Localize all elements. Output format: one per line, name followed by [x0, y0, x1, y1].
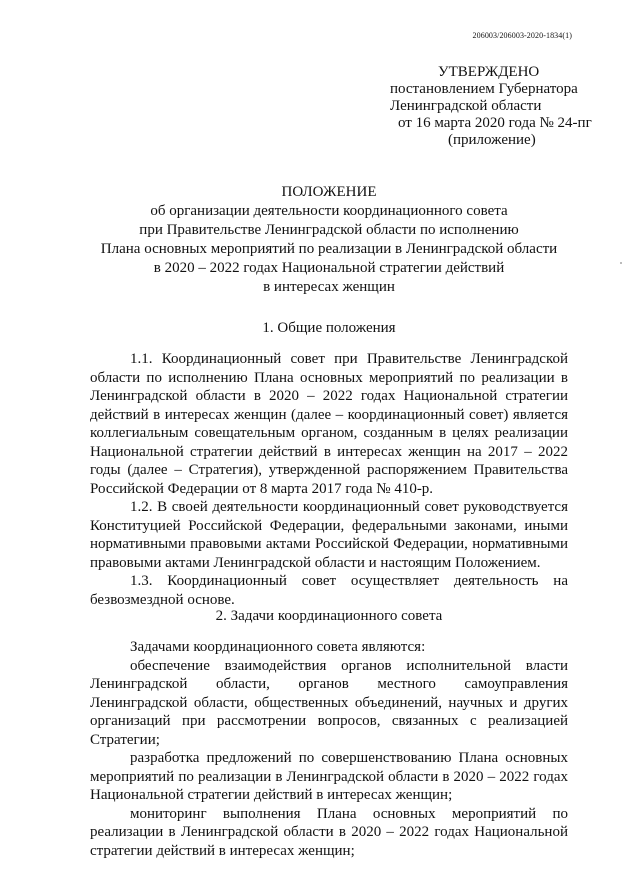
approval-stamp-block	[390, 64, 592, 149]
document-heading: ПОЛОЖЕНИЕ	[281, 184, 377, 200]
section-1-heading: 1. Общие положения	[262, 320, 396, 336]
scan-speck	[620, 262, 622, 264]
document-title-line: при Правительстве Ленинградской области по исполнению	[139, 222, 519, 238]
document-title-line: в 2020 – 2022 годах Национальной стратегии действий	[153, 260, 505, 276]
task-item: мониторинг выполнения Плана основных мероприятий по реализации в Ленинградской области в 2020 – 2022 годах Национальной стратегии действий в интересах женщин;	[90, 805, 568, 859]
paragraph-1-2: 1.2. В своей деятельности координационный совет руководствуется Конституцией Российской Федерации, федеральными законами, иными нормативными правовыми актами Российской Федерации, нормативными правовыми актами Ленинградской области и настоящим Положением.	[90, 499, 568, 571]
document-registration-number: 206003/206003-2020-1834(1)	[472, 31, 572, 40]
approval-line-date: от 16 марта 2020 года № 24-пг	[398, 115, 592, 131]
approval-line-region: Ленинградской области	[390, 98, 542, 114]
task-item: обеспечение взаимодействия органов исполнительной власти Ленинградской области, органов местного самоуправления Ленинградской области, общественных объединений, научных и других организаций при рассмотрении вопросов, связанных с реализацией Стратегии;	[90, 657, 568, 748]
document-title-line: Плана основных мероприятий по реализации в Ленинградской области	[100, 241, 558, 257]
section-2-body	[90, 638, 568, 860]
approval-line-note: (приложение)	[448, 132, 536, 148]
section-2-intro: Задачами координационного совета являются:	[130, 639, 426, 655]
paragraph-1-3: 1.3. Координационный совет осуществляет деятельность на безвозмездной основе.	[90, 573, 568, 608]
approval-line-decree: постановлением Губернатора	[390, 81, 578, 97]
section-1-body	[90, 350, 568, 609]
document-title-line: в интересах женщин	[263, 279, 395, 295]
section-2-heading: 2. Задачи координационного совета	[215, 608, 443, 624]
document-title-line: об организации деятельности координационного совета	[150, 203, 508, 219]
document-title-block	[72, 183, 586, 297]
task-item: разработка предложений по совершенствованию Плана основных мероприятий по реализации в Ленинградской области в 2020 – 2022 годах Национальной стратегии действий в интересах женщин;	[90, 750, 568, 803]
approval-title: УТВЕРЖДЕНО	[438, 64, 540, 80]
paragraph-1-1: 1.1. Координационный совет при Правительстве Ленинградской области по исполнению Плана основных мероприятий по реализации в Ленинградской области в 2020 – 2022 годах Национальной стратегии действий в интересах женщин (далее – координационный совет) является коллегиальным совещательным органом, созданным в целях реализации Национальной стратегии действий в интересах женщин на 2017 – 2022 годы (далее – Стратегия), утвержденной распоряжением Правительства Российской Федерации от 8 марта 2017 года № 410-р.	[90, 351, 568, 497]
